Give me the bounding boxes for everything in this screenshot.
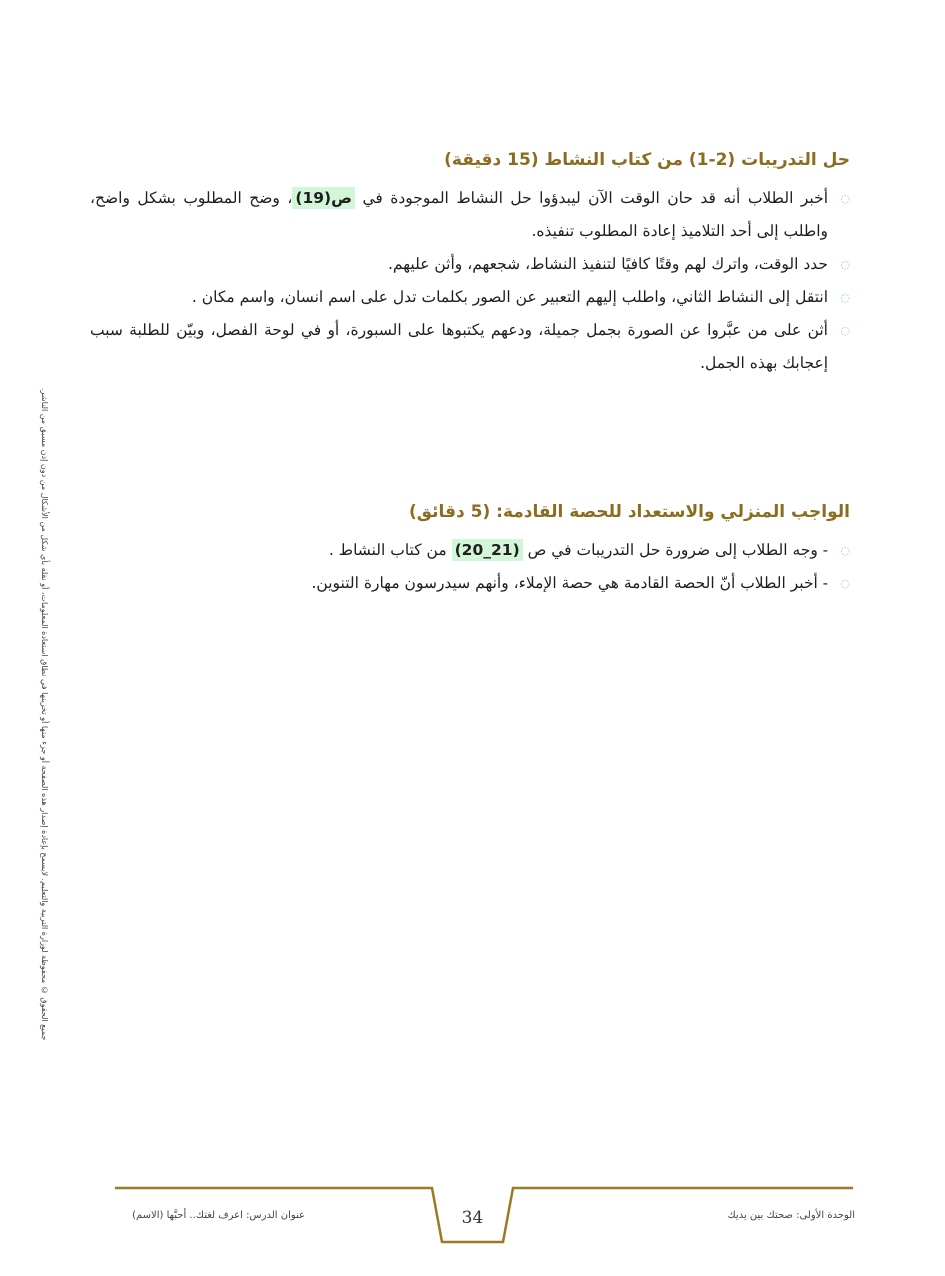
- page-number: 34: [461, 1208, 484, 1228]
- list-item: ◌ أثن على من عبَّروا عن الصورة بجمل جميلة، ودعهم يكتبوها على السبورة، أو في لوحة الفصل، وبيّن للطلبة سبب إعجابك بهذه الجمل.: [90, 314, 850, 380]
- homework-list: [90, 534, 850, 600]
- list-item: ◌ - وجه الطلاب إلى ضرورة حل التدريبات في ص (21_20) من كتاب النشاط .: [90, 534, 850, 567]
- page-ref-highlight: ص(19): [292, 187, 355, 209]
- ring-bullet-icon: ◌: [840, 577, 850, 590]
- ring-bullet-icon: ◌: [840, 258, 850, 271]
- ring-bullet-icon: ◌: [840, 192, 850, 205]
- unit-title: الوحدة الأولى: صحتك بين يديك: [727, 1210, 855, 1221]
- ring-bullet-icon: ◌: [840, 324, 850, 337]
- instruction-list: [90, 182, 850, 380]
- page-footer: [0, 1180, 945, 1260]
- section-homework: [90, 500, 850, 600]
- section-heading: الواجب المنزلي والاستعداد للحصة القادمة: (5 دقائق): [409, 502, 850, 522]
- list-item: ◌ انتقل إلى النشاط الثاني، واطلب إليهم التعبير عن الصور بكلمات تدل على اسم انسان، واسم مكان .: [90, 281, 850, 314]
- section-heading: حل التدريبات (2-1) من كتاب النشاط (15 دقيقة): [444, 150, 850, 170]
- section-activity-solutions: [90, 148, 850, 380]
- list-item: ◌ حدد الوقت، واترك لهم وقتًا كافيًا لتنفيذ النشاط، شجعهم، وأثن عليهم.: [90, 248, 850, 281]
- list-item: ◌ - أخبر الطلاب أنّ الحصة القادمة هي حصة الإملاء، وأنهم سيدرسون مهارة التنوين.: [90, 567, 850, 600]
- ring-bullet-icon: ◌: [840, 544, 850, 557]
- copyright-side-note: جميع الحقوق © محفوظة لوزارة التربية والتعليم. لايسمح بإعادة إصدار هذه الصفحة أو جزء منها أو تخزينها في نطاق استعادة المعلومات، أو نقله بأي شكل من الأشكال من دون إذن مسبق من الناشر.: [40, 387, 49, 1040]
- list-item: ◌ أخبر الطلاب أنه قد حان الوقت الآن ليبدؤوا حل النشاط الموجودة في ص(19)، وضح المطلوب بشكل واضح، واطلب إلى أحد التلاميذ إعادة المطلوب تنفيذه.: [90, 182, 850, 248]
- ring-bullet-icon: ◌: [840, 291, 850, 304]
- page-ref-highlight: (21_20): [452, 539, 523, 561]
- lesson-title: عنوان الدرس: اعرف لغتك.. أحبَّها (الاسم): [132, 1210, 305, 1221]
